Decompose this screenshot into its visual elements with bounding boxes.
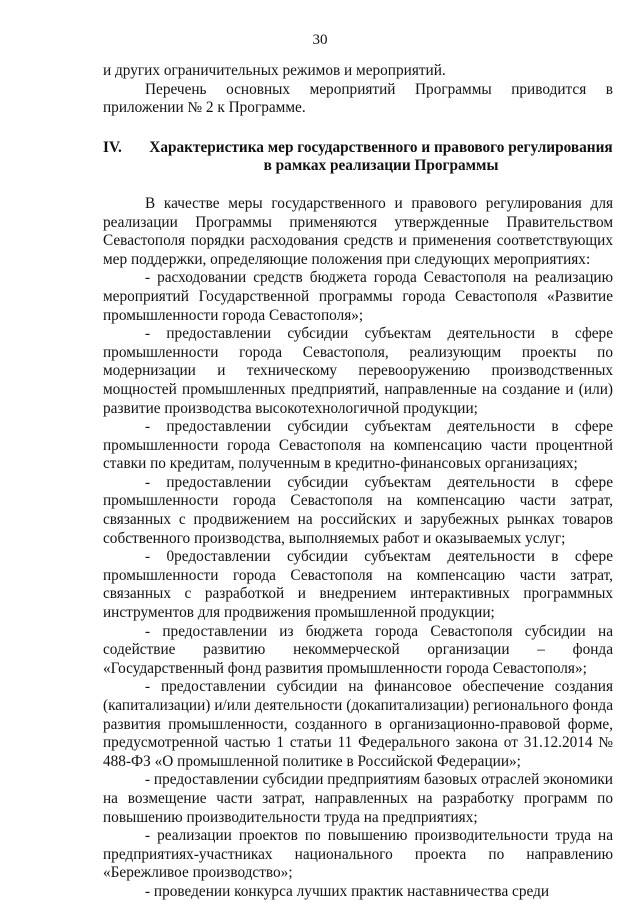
list-item: - предоставлении субсидии на финансовое обеспечение создания (капитализации) и/или деятельности (докапитализации) регионального фонда развития промышленности, созданного в организационно-правовой форме, предусмотренной частью 1 статьи 11 Федерального закона от 31.12.2014 № 488-ФЗ «О промышленной политике в Российской Федерации»; [103, 678, 613, 770]
list-item: - реализации проектов по повышению производительности труда на предприятиях-участниках национального проекта по направлению «Бережливое производство»; [103, 827, 613, 882]
intro-paragraph: Перечень основных мероприятий Программы приводится в приложении № 2 к Программе. [103, 80, 613, 117]
list-item: - предоставлении из бюджета города Севастополя субсидии на содействие развитию некоммерческой организации – фонда «Государственный фонд развития промышленности города Севастополя»; [103, 622, 613, 677]
section-number: IV. [103, 138, 122, 156]
list-item: - 0редоставлении субсидии субъектам деятельности в сфере промышленности города Севастополя на компенсацию части затрат, связанных с разработкой и внедрением интерактивных программных инструментов для продвижения промышленной продукции; [103, 548, 613, 622]
section-heading [103, 139, 613, 176]
list-item: - расходовании средств бюджета города Севастополя на реализацию мероприятий Государственной программы города Севастополя «Развитие промышленности города Севастополя»; [103, 269, 613, 324]
paragraph-lead: В качестве меры государственного и правового регулирования для реализации Программы применяются утвержденные Правительством Севастополя порядки расходования средств и применения соответствующих мер поддержки, определяющие положения при следующих мероприятиях: [103, 194, 613, 268]
intro-line: и других ограничительных режимов и мероприятий. [103, 62, 446, 79]
page-number: 30 [312, 32, 328, 48]
list-item: - предоставлении субсидии субъектам деятельности в сфере промышленности города Севастополя на компенсацию части затрат, связанных с продвижением на российских и зарубежных рынках товаров собственного производства, выполняемых работ и оказываемых услуг; [103, 473, 613, 547]
list-item: - предоставлении субсидии субъектам деятельности в сфере промышленности города Севастополя на компенсацию части процентной ставки по кредитам, полученным в кредитно-финансовых организациях; [103, 418, 613, 473]
list-item: - предоставлении субсидии субъектам деятельности в сфере промышленности города Севастополя, реализующим проекты по модернизации и техническому перевооружению производственных мощностей промышленных предприятий, направленные на создание и (или) развитие производства высокотехнологичной продукции; [103, 325, 613, 417]
list-item: - предоставлении субсидии предприятиям базовых отраслей экономики на возмещение части затрат, направленных на разработку программ по повышению производительности труда на предприятиях; [103, 771, 613, 826]
list-item: - проведении конкурса лучших практик наставничества среди [145, 882, 550, 900]
section-title: Характеристика мер государственного и правового регулирования в рамках реализации Программы [149, 138, 613, 175]
document-body [103, 62, 613, 902]
